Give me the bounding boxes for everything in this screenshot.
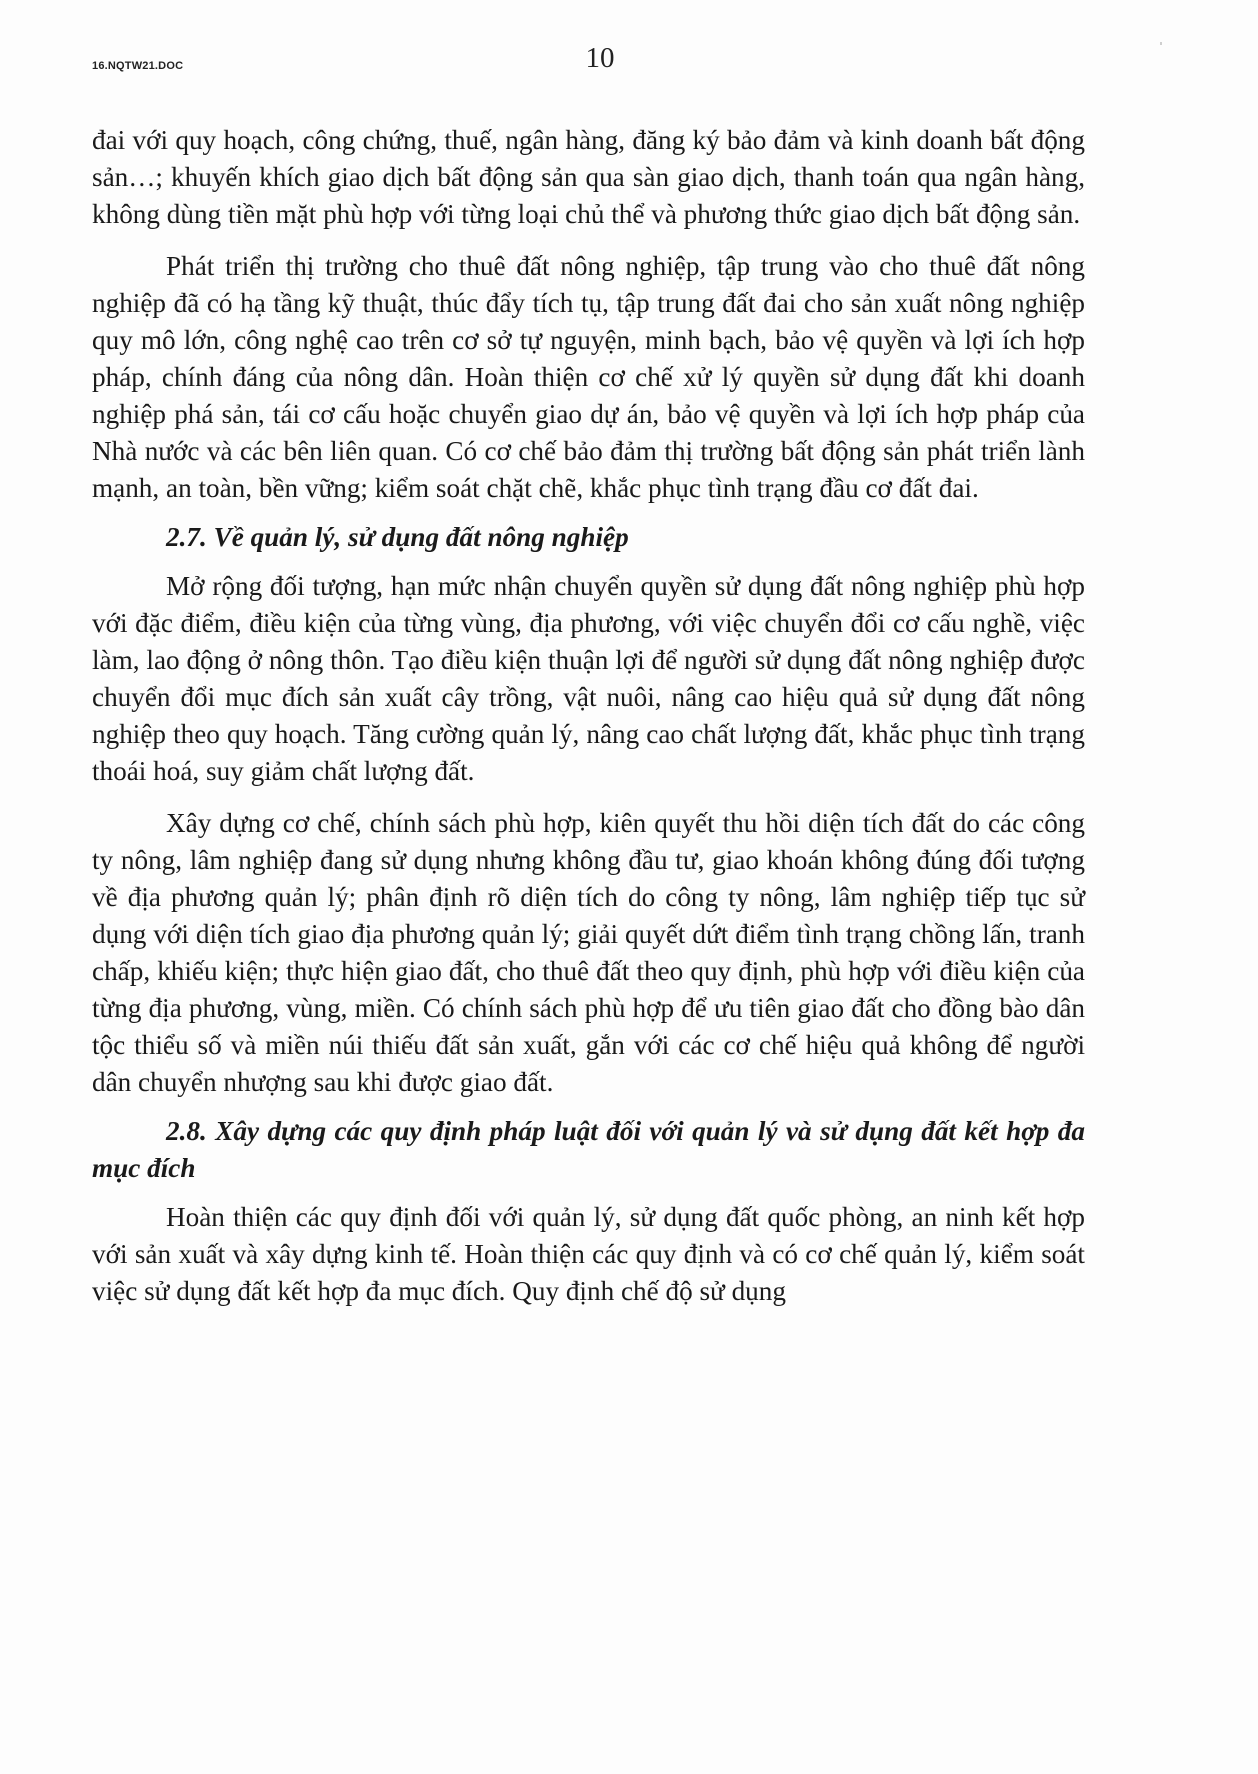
paragraph-multi-purpose-land: Hoàn thiện các quy định đối với quản lý, sử dụng đất quốc phòng, an ninh kết hợp với sản xuất và xây dựng kinh tế. Hoàn thiện các quy định và có cơ chế quản lý, kiểm soát việc sử dụng đất kết hợp đa mục đích. Quy định chế độ sử dụng — [92, 1202, 1085, 1306]
paragraph-state-farm-land: Xây dựng cơ chế, chính sách phù hợp, kiên quyết thu hồi diện tích đất do các công ty nông, lâm nghiệp đang sử dụng nhưng không đầu tư, giao khoán không đúng đối tượng về địa phương quản lý; phân định rõ diện tích do công ty nông, lâm nghiệp tiếp tục sử dụng với diện tích giao địa phương quản lý; giải quyết dứt điểm tình trạng chồng lấn, tranh chấp, khiếu kiện; thực hiện giao đất, cho thuê đất theo quy định, phù hợp với điều kiện của từng địa phương, vùng, miền. Có chính sách phù hợp để ưu tiên giao đất cho đồng bào dân tộc thiểu số và miền núi thiếu đất sản xuất, gắn với các cơ chế hiệu quả không để người dân chuyển nhượng sau khi được giao đất. — [92, 808, 1085, 1097]
scan-speck — [1160, 42, 1162, 45]
paragraph-agricultural-land-transfer: Mở rộng đối tượng, hạn mức nhận chuyển quyền sử dụng đất nông nghiệp phù hợp với đặc điểm, điều kiện của từng vùng, địa phương, với việc chuyển đổi cơ cấu nghề, việc làm, lao động ở nông thôn. Tạo điều kiện thuận lợi để người sử dụng đất nông nghiệp được chuyển đổi mục đích sản xuất cây trồng, vật nuôi, nâng cao hiệu quả sử dụng đất nông nghiệp theo quy hoạch. Tăng cường quản lý, nâng cao chất lượng đất, khắc phục tình trạng thoái hoá, suy giảm chất lượng đất. — [92, 571, 1085, 786]
document-file-id: 16.NQTW21.DOC — [92, 60, 184, 72]
page-number: 10 — [585, 42, 615, 74]
paragraph-land-lease-market: Phát triển thị trường cho thuê đất nông nghiệp, tập trung vào cho thuê đất nông nghiệp đã có hạ tầng kỹ thuật, thúc đẩy tích tụ, tập trung đất đai cho sản xuất nông nghiệp quy mô lớn, công nghệ cao trên cơ sở tự nguyện, minh bạch, bảo vệ quyền và lợi ích hợp pháp, chính đáng của nông dân. Hoàn thiện cơ chế xử lý quyền sử dụng đất khi doanh nghiệp phá sản, tái cơ cấu hoặc chuyển giao dự án, bảo vệ quyền và lợi ích hợp pháp của Nhà nước và các bên liên quan. Có cơ chế bảo đảm thị trường bất động sản phát triển lành mạnh, an toàn, bền vững; kiểm soát chặt chẽ, khắc phục tình trạng đầu cơ đất đai. — [92, 251, 1085, 503]
section-heading-2-7: 2.7. Về quản lý, sử dụng đất nông nghiệp — [166, 522, 629, 552]
document-body — [92, 122, 1085, 1325]
section-heading-2-8: 2.8. Xây dựng các quy định pháp luật đối với quản lý và sử dụng đất kết hợp đa mục đích — [92, 1116, 1085, 1183]
paragraph-continuation: đai với quy hoạch, công chứng, thuế, ngân hàng, đăng ký bảo đảm và kinh doanh bất động sản…; khuyến khích giao dịch bất động sản qua sàn giao dịch, thanh toán qua ngân hàng, không dùng tiền mặt phù hợp với từng loại chủ thể và phương thức giao dịch bất động sản. — [92, 125, 1085, 229]
